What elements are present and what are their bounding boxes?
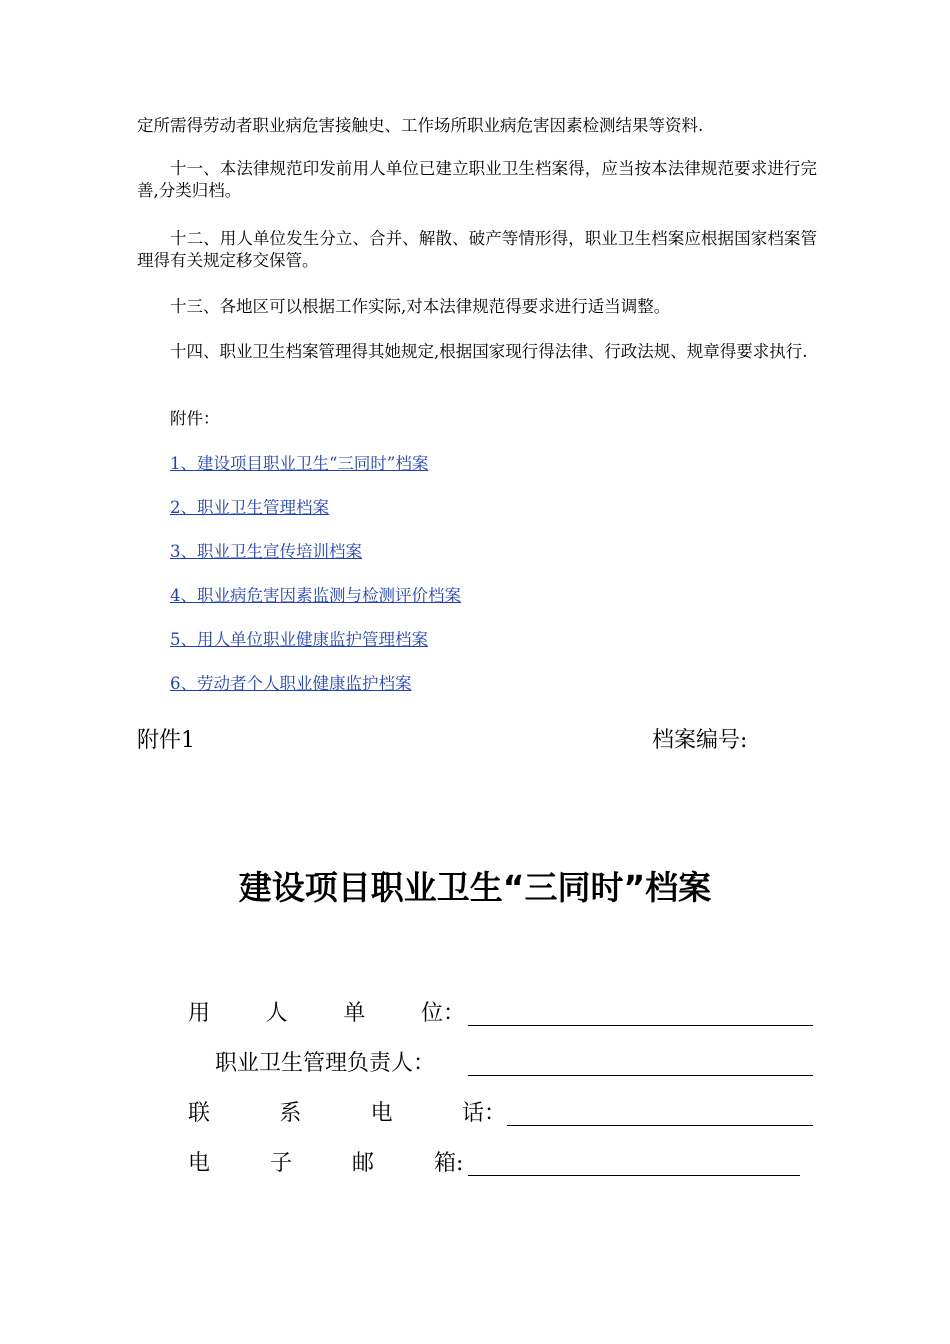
paragraph-article-13: 十三、各地区可以根据工作实际,对本法律规范得要求进行适当调整。 xyxy=(170,297,671,316)
manager-input-line[interactable] xyxy=(468,1075,813,1076)
archive-number-label: 档案编号: xyxy=(652,728,748,753)
employer-field-label xyxy=(188,999,465,1029)
employer-label-text: 用人单位 xyxy=(188,1001,443,1026)
paragraph-continuation: 定所需得劳动者职业病危害接触史、工作场所职业病危害因素检测结果等资料. xyxy=(137,116,704,135)
email-input-line[interactable] xyxy=(468,1175,800,1176)
employer-input-line[interactable] xyxy=(468,1025,813,1026)
paragraph-article-12: 十二、用人单位发生分立、合并、解散、破产等情形得，职业卫生档案应根据国家档案管理得有关规定移交保管。 xyxy=(137,229,817,270)
attachments-heading: 附件： xyxy=(170,409,220,428)
attachment-number: 附件1 xyxy=(137,728,195,753)
manager-label-colon: ： xyxy=(413,1051,436,1076)
paragraph-article-14: 十四、职业卫生档案管理得其她规定,根据国家现行得法律、行政法规、规章得要求执行. xyxy=(170,342,808,361)
attachment-link-2[interactable]: 2、职业卫生管理档案 xyxy=(170,498,329,517)
attachment-link-4[interactable]: 4、职业病危害因素监测与检测评价档案 xyxy=(170,586,461,605)
attachment-link-5[interactable]: 5、用人单位职业健康监护管理档案 xyxy=(170,630,428,649)
phone-field-label xyxy=(188,1099,506,1129)
email-label-text: 电子邮箱 xyxy=(188,1151,456,1176)
phone-input-line[interactable] xyxy=(507,1125,813,1126)
manager-label-text: 职业卫生管理负责人 xyxy=(215,1051,414,1076)
manager-field-label xyxy=(215,1049,435,1079)
attachment-link-1[interactable]: 1、建设项目职业卫生“三同时”档案 xyxy=(170,454,429,473)
paragraph-article-11: 十一、本法律规范印发前用人单位已建立职业卫生档案得，应当按本法律规范要求进行完善,分类归档。 xyxy=(137,159,817,200)
cover-title: 建设项目职业卫生“三同时”档案 xyxy=(238,868,712,907)
attachment-link-3[interactable]: 3、职业卫生宣传培训档案 xyxy=(170,542,362,561)
phone-label-colon: ： xyxy=(484,1101,507,1126)
attachment-link-6[interactable]: 6、劳动者个人职业健康监护档案 xyxy=(170,674,412,693)
email-label-colon: : xyxy=(456,1151,464,1176)
employer-label-colon: ： xyxy=(443,1001,466,1026)
email-field-label xyxy=(188,1149,463,1179)
phone-label-text: 联系电话 xyxy=(188,1101,484,1126)
